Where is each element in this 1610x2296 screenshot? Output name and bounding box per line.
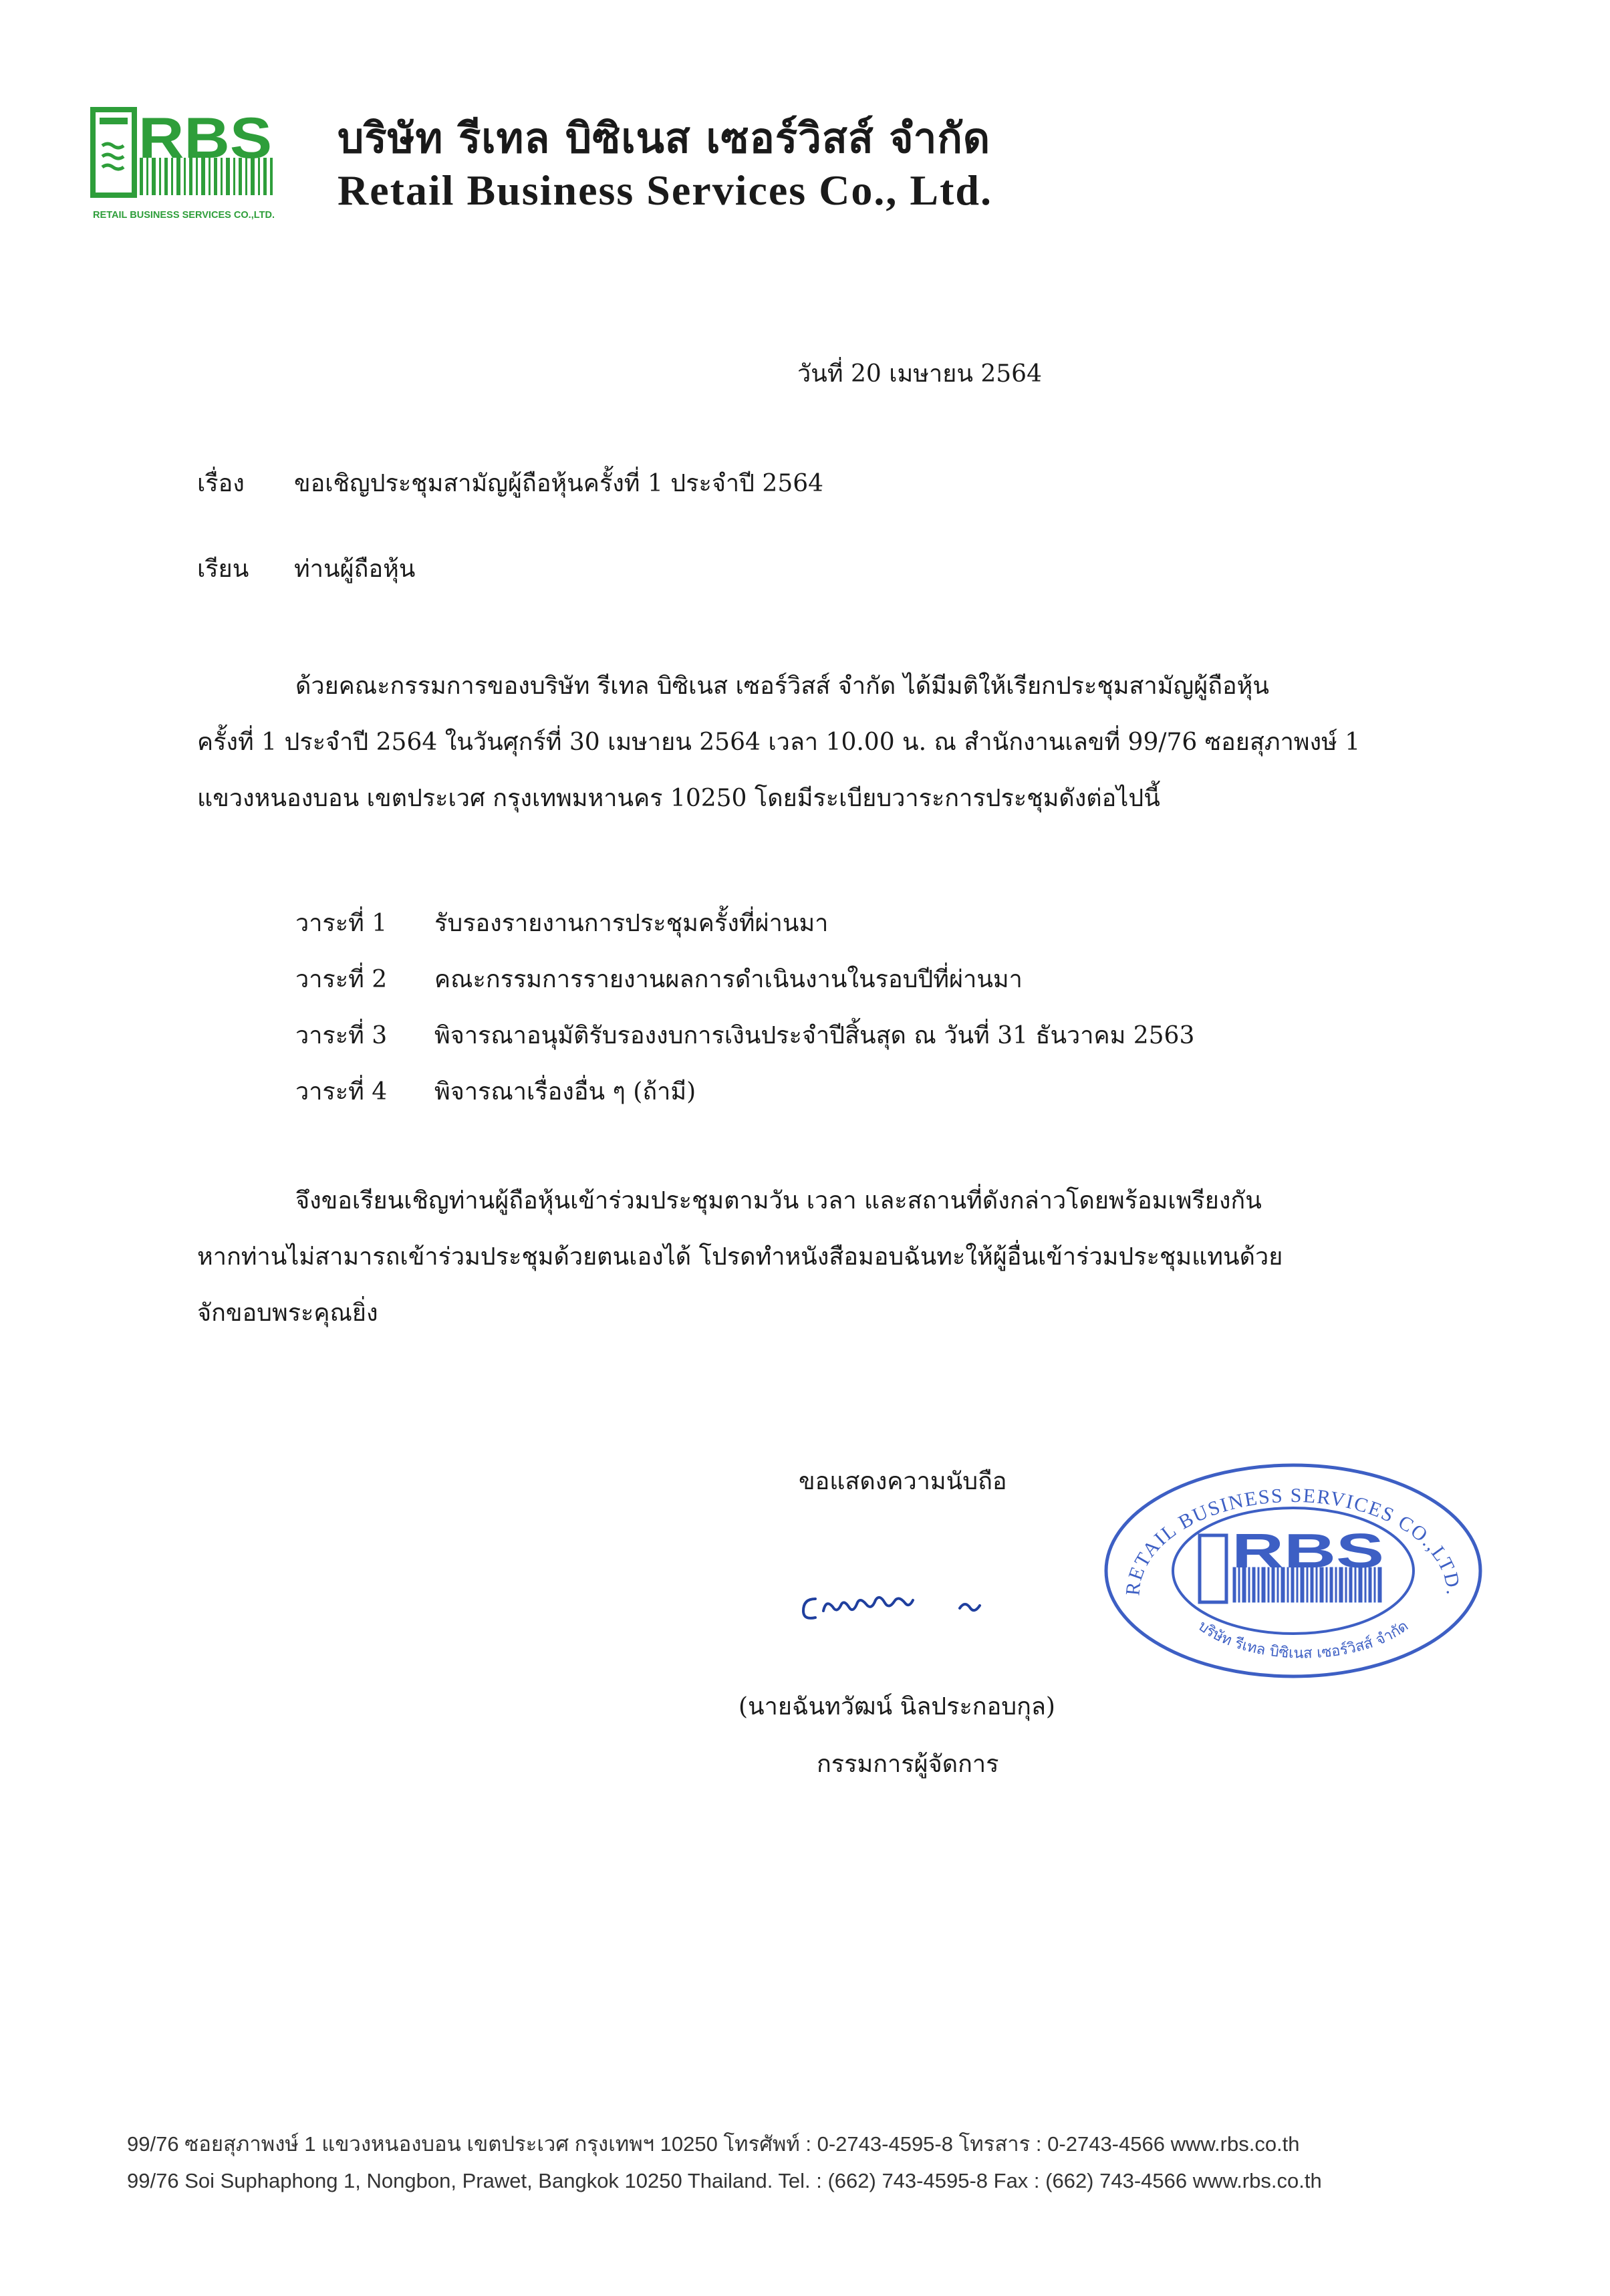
subject-label: เรื่อง [197,470,245,497]
agenda-item [295,1008,1194,1064]
company-logo [90,106,277,226]
handwritten-signature [795,1584,1009,1631]
agenda-text: พิจารณาเรื่องอื่น ๆ (ถ้ามี) [434,1078,696,1106]
agenda-text: รับรองรายงานการประชุมครั้งที่ผ่านมา [434,910,829,937]
svg-text:บริษัท รีเทล บิซิเนส เซอร์วิสส: บริษัท รีเทล บิซิเนส เซอร์วิสส์ จำกัด [1194,1618,1412,1662]
footer-address-thai: 99/76 ซอยสุภาพงษ์ 1 แขวงหนองบอน เขตประเวศ กรุงเทพฯ 10250 โทรศัพท์ : 0-2743-4595-8 โทรสาร : 0-2743-4566 www.rbs.co.th [127,2132,1300,2156]
closing-salutation: ขอแสดงความนับถือ [799,1468,1007,1495]
request-paragraph [197,1173,1434,1342]
agenda-list [295,896,1194,1120]
paragraph-line: แขวงหนองบอน เขตประเวศ กรุงเทพมหานคร 10250 โดยมีระเบียบวาระการประชุมดังต่อไปนี้ [197,785,1160,812]
recipient-label: เรียน [197,555,249,583]
agenda-item [295,1064,1194,1120]
agenda-item [295,896,1194,952]
agenda-text: คณะกรรมการรายงานผลการดำเนินงานในรอบปีที่ผ่านมา [434,966,1023,993]
company-name-thai: บริษัท รีเทล บิซิเนส เซอร์วิสส์ จำกัด [338,114,991,162]
agenda-number: วาระที่ 4 [295,1078,388,1106]
paragraph-line: จึงขอเรียนเชิญท่านผู้ถือหุ้นเข้าร่วมประชุมตามวัน เวลา และสถานที่ดังกล่าวโดยพร้อมเพรียงกัน [295,1187,1262,1215]
svg-text:RBS: RBS [1232,1525,1384,1578]
invitation-paragraph [197,658,1434,827]
signer-title: กรรมการผู้จัดการ [817,1751,999,1778]
agenda-number: วาระที่ 3 [295,1022,388,1049]
agenda-number: วาระที่ 2 [295,966,388,993]
svg-text:RETAIL BUSINESS SERVICES CO.,L: RETAIL BUSINESS SERVICES CO.,LTD. [93,209,275,221]
svg-text:RETAIL BUSINESS SERVICES CO.,L: RETAIL BUSINESS SERVICES CO.,LTD. [1121,1484,1465,1597]
signer-name: (นายฉันทวัฒน์ นิลประกอบกุล) [739,1693,1055,1720]
agenda-number: วาระที่ 1 [295,910,388,937]
paragraph-line: จักขอบพระคุณยิ่ง [197,1299,378,1327]
letter-date: วันที่ 20 เมษายน 2564 [797,360,1042,388]
company-name-english: Retail Business Services Co., Ltd. [338,166,992,214]
agenda-text: พิจารณาอนุมัติรับรองงบการเงินประจำปีสิ้นสุด ณ วันที่ 31 ธันวาคม 2563 [434,1022,1195,1049]
paragraph-line: หากท่านไม่สามารถเข้าร่วมประชุมด้วยตนเองได้ โปรดทำหนังสือมอบฉันทะให้ผู้อื่นเข้าร่วมประชุมแทนด้วย [197,1243,1283,1271]
paragraph-line: ครั้งที่ 1 ประจำปี 2564 ในวันศุกร์ที่ 30 เมษายน 2564 เวลา 10.00 น. ณ สำนักงานเลขที่ 99/76 ซอยสุภาพงษ์ 1 [197,729,1361,756]
footer-address-english: 99/76 Soi Suphaphong 1, Nongbon, Prawet, Bangkok 10250 Thailand. Tel. : (662) 743-4595-8 Fax : (662) 743-4566 www.rbs.co.th [127,2169,1322,2192]
paragraph-line: ด้วยคณะกรรมการของบริษัท รีเทล บิซิเนส เซอร์วิสส์ จำกัด ได้มีมติให้เรียกประชุมสามัญผู้ถือหุ้น [295,672,1269,700]
subject-text: ขอเชิญประชุมสามัญผู้ถือหุ้นครั้งที่ 1 ประจำปี 2564 [294,470,824,497]
agenda-item [295,952,1194,1008]
recipient-text: ท่านผู้ถือหุ้น [294,555,416,583]
svg-text:RBS: RBS [138,106,272,170]
company-stamp [1099,1460,1487,1681]
